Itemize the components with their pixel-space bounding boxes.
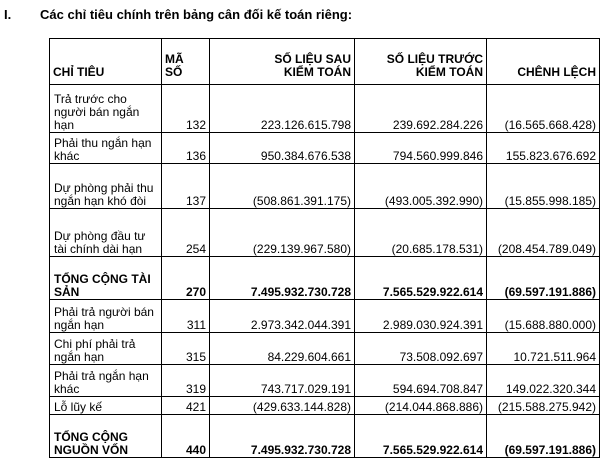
header-before-line2: KIỂM TOÁN: [415, 65, 483, 79]
cell-indicator: Trả trước cho người bán ngắn hạn: [50, 85, 162, 133]
cell-before: 7.565.529.922.614: [355, 415, 487, 458]
cell-difference: 10.721.511.964: [487, 333, 600, 365]
table-row-total: [50, 257, 600, 300]
cell-before: 794.560.999.846: [355, 133, 487, 164]
cell-before: (20.685.178.531): [355, 209, 487, 257]
table-row: [50, 85, 600, 133]
cell-difference: 155.823.676.692: [487, 133, 600, 164]
cell-code: 270: [162, 257, 210, 300]
table-header: [50, 39, 600, 85]
cell-difference: (16.565.668.428): [487, 85, 600, 133]
cell-before: (493.005.392.990): [355, 164, 487, 209]
header-after-line2: KIỂM TOÁN: [283, 65, 351, 79]
cell-code: 315: [162, 333, 210, 365]
header-code-line2: SỐ: [165, 65, 183, 79]
cell-before: 73.508.092.697: [355, 333, 487, 365]
table-row: [50, 397, 600, 415]
cell-indicator: TỔNG CỘNG TÀI SẢN: [50, 257, 162, 300]
section-title: Các chỉ tiêu chính trên bảng cân đối kế toán riêng:: [40, 7, 353, 22]
cell-after: (429.633.144.828): [210, 397, 355, 415]
cell-before: 239.692.284.226: [355, 85, 487, 133]
cell-before: (214.044.868.886): [355, 397, 487, 415]
cell-difference: (208.454.789.049): [487, 209, 600, 257]
header-row: [50, 39, 600, 85]
cell-after: 7.495.932.730.728: [210, 415, 355, 458]
header-before-audit: [355, 39, 487, 85]
table-row: [50, 300, 600, 333]
header-code: [162, 39, 210, 85]
cell-before: 7.565.529.922.614: [355, 257, 487, 300]
cell-code: 254: [162, 209, 210, 257]
header-after-audit: [210, 39, 355, 85]
cell-after: 743.717.029.191: [210, 365, 355, 397]
table-row: [50, 209, 600, 257]
balance-sheet-table: [49, 38, 600, 458]
cell-difference: (15.855.998.185): [487, 164, 600, 209]
cell-after: 950.384.676.538: [210, 133, 355, 164]
cell-before: 2.989.030.924.391: [355, 300, 487, 333]
table-body: [50, 85, 600, 458]
cell-after: 84.229.604.661: [210, 333, 355, 365]
cell-code: 421: [162, 397, 210, 415]
header-after-line1: SỐ LIỆU SAU: [274, 52, 351, 66]
cell-after: 223.126.615.798: [210, 85, 355, 133]
cell-after: (508.861.391.175): [210, 164, 355, 209]
cell-indicator: Chi phí phải trả ngắn hạn: [50, 333, 162, 365]
cell-after: 2.973.342.044.391: [210, 300, 355, 333]
cell-code: 132: [162, 85, 210, 133]
cell-difference: (15.688.880.000): [487, 300, 600, 333]
cell-difference: 149.022.320.344: [487, 365, 600, 397]
cell-indicator: Lỗ lũy kế: [50, 397, 162, 415]
header-before-line1: SỐ LIỆU TRƯỚC: [386, 52, 483, 66]
cell-indicator: Dự phòng đầu tư tài chính dài hạn: [50, 209, 162, 257]
section-number: I.: [4, 7, 12, 22]
cell-indicator: Phải trả ngắn hạn khác: [50, 365, 162, 397]
cell-indicator: Dự phòng phải thu ngắn hạn khó đòi: [50, 164, 162, 209]
cell-code: 311: [162, 300, 210, 333]
table-row-total: [50, 415, 600, 458]
header-difference: CHÊNH LỆCH: [487, 39, 600, 85]
header-indicator: CHỈ TIÊU: [50, 39, 162, 85]
cell-before: 594.694.708.847: [355, 365, 487, 397]
cell-after: 7.495.932.730.728: [210, 257, 355, 300]
cell-indicator: Phải trả người bán ngắn hạn: [50, 300, 162, 333]
cell-code: 319: [162, 365, 210, 397]
cell-after: (229.139.967.580): [210, 209, 355, 257]
table-row: [50, 333, 600, 365]
cell-indicator: TỔNG CỘNG NGUỒN VỐN: [50, 415, 162, 458]
table-row: [50, 164, 600, 209]
cell-indicator: Phải thu ngắn hạn khác: [50, 133, 162, 164]
cell-difference: (69.597.191.886): [487, 257, 600, 300]
cell-code: 440: [162, 415, 210, 458]
cell-difference: (215.588.275.942): [487, 397, 600, 415]
header-code-line1: MÃ: [165, 52, 184, 66]
cell-code: 136: [162, 133, 210, 164]
table-row: [50, 133, 600, 164]
table-row: [50, 365, 600, 397]
cell-code: 137: [162, 164, 210, 209]
section-heading: [0, 0, 615, 30]
cell-difference: (69.597.191.886): [487, 415, 600, 458]
